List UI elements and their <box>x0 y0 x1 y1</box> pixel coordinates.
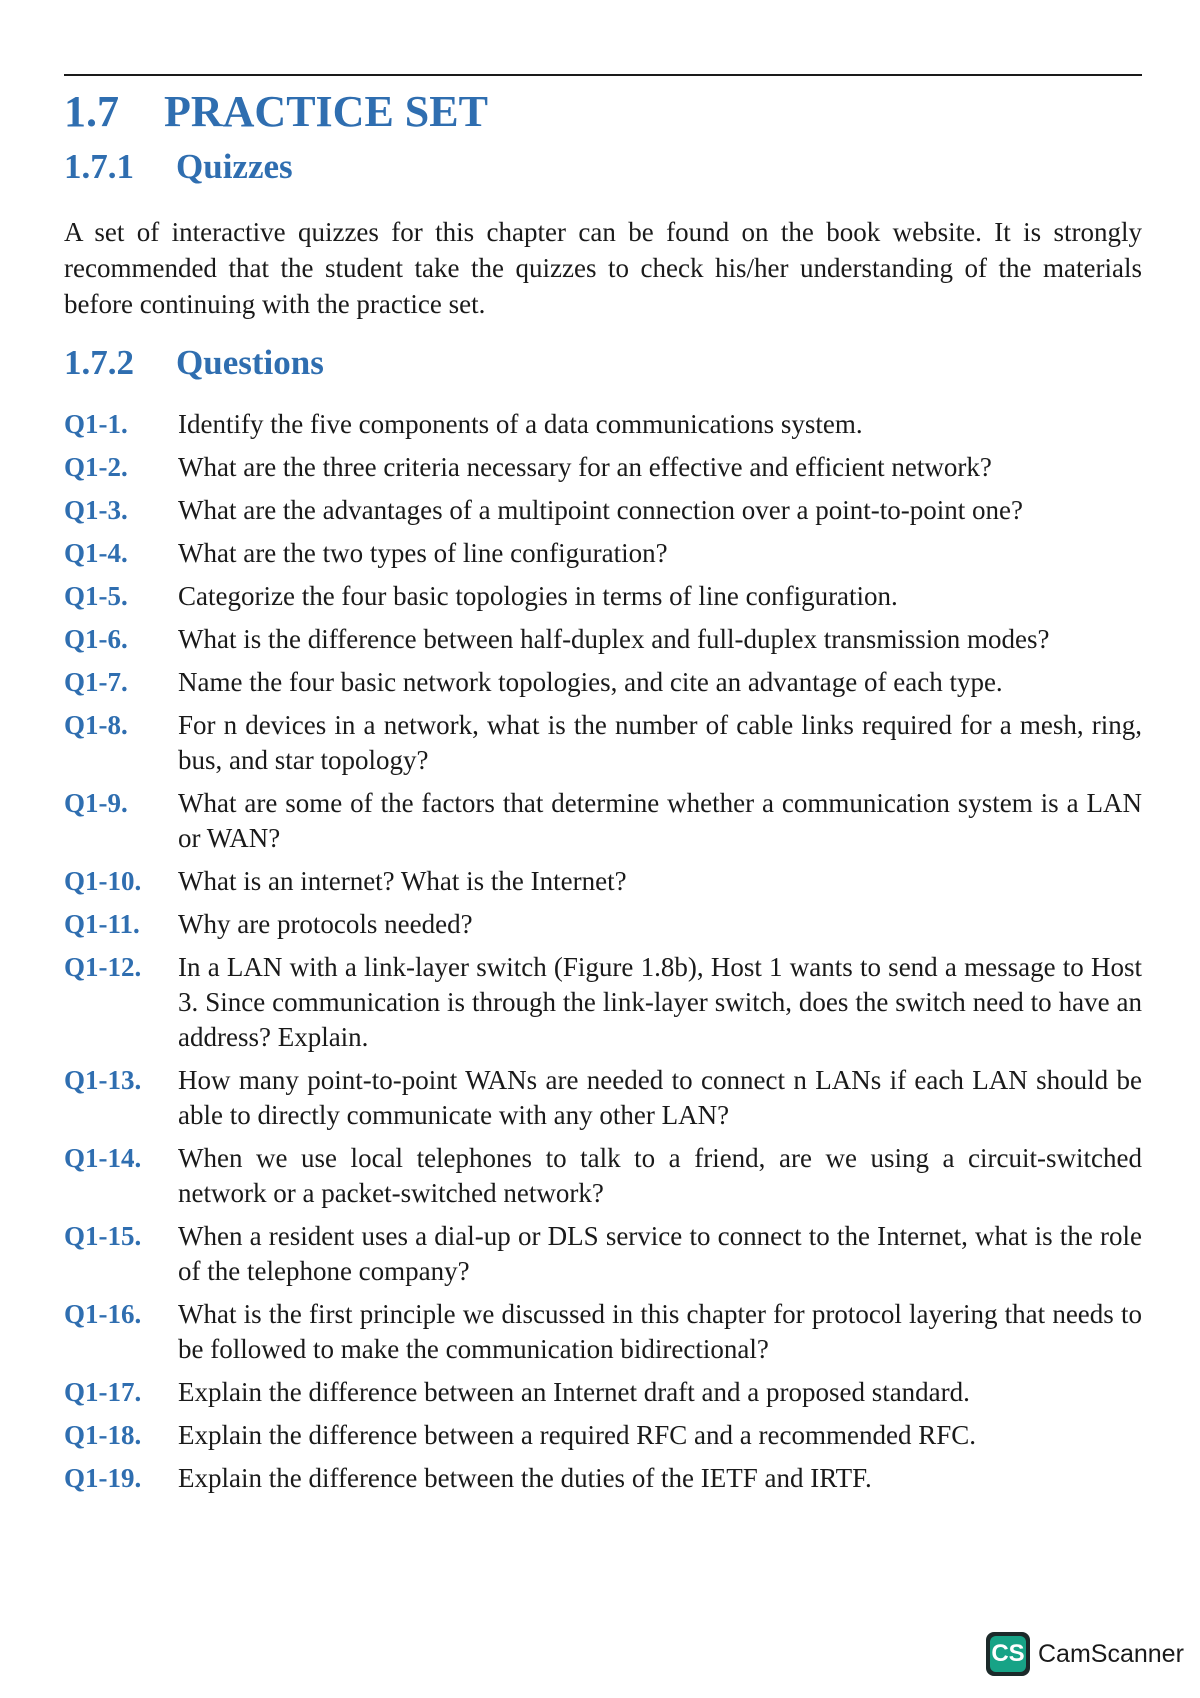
question-text: Explain the difference between the duties of the IETF and IRTF. <box>178 1463 872 1493</box>
section-heading <box>64 88 488 136</box>
question-item <box>64 1461 1142 1496</box>
question-text: Why are protocols needed? <box>178 909 473 939</box>
question-label: Q1-14. <box>64 1143 142 1173</box>
question-label: Q1-3. <box>64 495 128 525</box>
question-item <box>64 579 1142 614</box>
quizzes-heading <box>64 148 293 187</box>
question-label: Q1-17. <box>64 1377 142 1407</box>
camscanner-name: CamScanner <box>1038 1639 1184 1668</box>
question-label: Q1-19. <box>64 1463 142 1493</box>
question-text: Explain the difference between a required RFC and a recommended RFC. <box>178 1420 976 1450</box>
section-title: PRACTICE SET <box>164 87 488 136</box>
quizzes-title: Quizzes <box>176 147 293 186</box>
question-item <box>64 1063 1142 1133</box>
question-item <box>64 536 1142 571</box>
questions-number: 1.7.2 <box>64 343 134 382</box>
question-label: Q1-9. <box>64 788 128 818</box>
question-item <box>64 1219 1142 1289</box>
question-item <box>64 622 1142 657</box>
question-label: Q1-2. <box>64 452 128 482</box>
question-item <box>64 665 1142 700</box>
question-item <box>64 708 1142 778</box>
quizzes-paragraph: A set of interactive quizzes for this chapter can be found on the book website. It is strongly recommended that the student take the quizzes to check his/her understanding of the materials before continuing with the practice set. <box>64 217 1142 319</box>
question-item <box>64 1418 1142 1453</box>
question-label: Q1-1. <box>64 409 128 439</box>
questions-title: Questions <box>176 343 324 382</box>
question-label: Q1-6. <box>64 624 128 654</box>
question-item <box>64 1297 1142 1367</box>
question-text: When a resident uses a dial-up or DLS service to connect to the Internet, what is the role of the telephone company? <box>178 1221 1142 1286</box>
question-item <box>64 907 1142 942</box>
camscanner-logo-text: CS <box>991 1640 1025 1667</box>
question-label: Q1-13. <box>64 1065 142 1095</box>
question-label: Q1-11. <box>64 909 140 939</box>
question-text: In a LAN with a link-layer switch (Figure 1.8b), Host 1 wants to send a message to Host 3. Since communication is through the link-layer switch, does the switch need to have an address? Explain. <box>178 952 1142 1052</box>
question-list <box>64 407 1142 1504</box>
question-text: What are the advantages of a multipoint connection over a point-to-point one? <box>178 495 1023 525</box>
section-number: 1.7 <box>64 87 119 136</box>
quizzes-number: 1.7.1 <box>64 147 134 186</box>
question-item <box>64 493 1142 528</box>
question-text: What are some of the factors that determine whether a communication system is a LAN or WAN? <box>178 788 1142 853</box>
question-item <box>64 950 1142 1055</box>
question-text: For n devices in a network, what is the number of cable links required for a mesh, ring, bus, and star topology? <box>178 710 1142 775</box>
question-label: Q1-15. <box>64 1221 142 1251</box>
question-text: What is the difference between half-duplex and full-duplex transmission modes? <box>178 624 1050 654</box>
question-item <box>64 864 1142 899</box>
question-text: Name the four basic network topologies, and cite an advantage of each type. <box>178 667 1003 697</box>
question-label: Q1-5. <box>64 581 128 611</box>
question-text: How many point-to-point WANs are needed to connect n LANs if each LAN should be able to directly communicate with any other LAN? <box>178 1065 1142 1130</box>
camscanner-watermark <box>986 1632 1184 1676</box>
question-item <box>64 1375 1142 1410</box>
questions-heading <box>64 344 324 383</box>
question-item <box>64 786 1142 856</box>
top-rule <box>64 74 1142 76</box>
question-text: Identify the five components of a data communications system. <box>178 409 863 439</box>
question-label: Q1-16. <box>64 1299 142 1329</box>
question-label: Q1-4. <box>64 538 128 568</box>
question-text: What is the first principle we discussed in this chapter for protocol layering that needs to be followed to make the communication bidirectional? <box>178 1299 1142 1364</box>
question-item <box>64 407 1142 442</box>
question-label: Q1-7. <box>64 667 128 697</box>
question-text: What is an internet? What is the Internet? <box>178 866 627 896</box>
question-text: What are the two types of line configuration? <box>178 538 668 568</box>
question-label: Q1-8. <box>64 710 128 740</box>
question-text: Explain the difference between an Internet draft and a proposed standard. <box>178 1377 970 1407</box>
question-text: When we use local telephones to talk to a friend, are we using a circuit-switched network or a packet-switched network? <box>178 1143 1142 1208</box>
question-text: Categorize the four basic topologies in terms of line configuration. <box>178 581 898 611</box>
question-label: Q1-18. <box>64 1420 142 1450</box>
question-label: Q1-10. <box>64 866 142 896</box>
camscanner-logo-icon <box>986 1632 1030 1676</box>
question-item <box>64 450 1142 485</box>
question-item <box>64 1141 1142 1211</box>
question-text: What are the three criteria necessary for an effective and efficient network? <box>178 452 992 482</box>
question-label: Q1-12. <box>64 952 142 982</box>
